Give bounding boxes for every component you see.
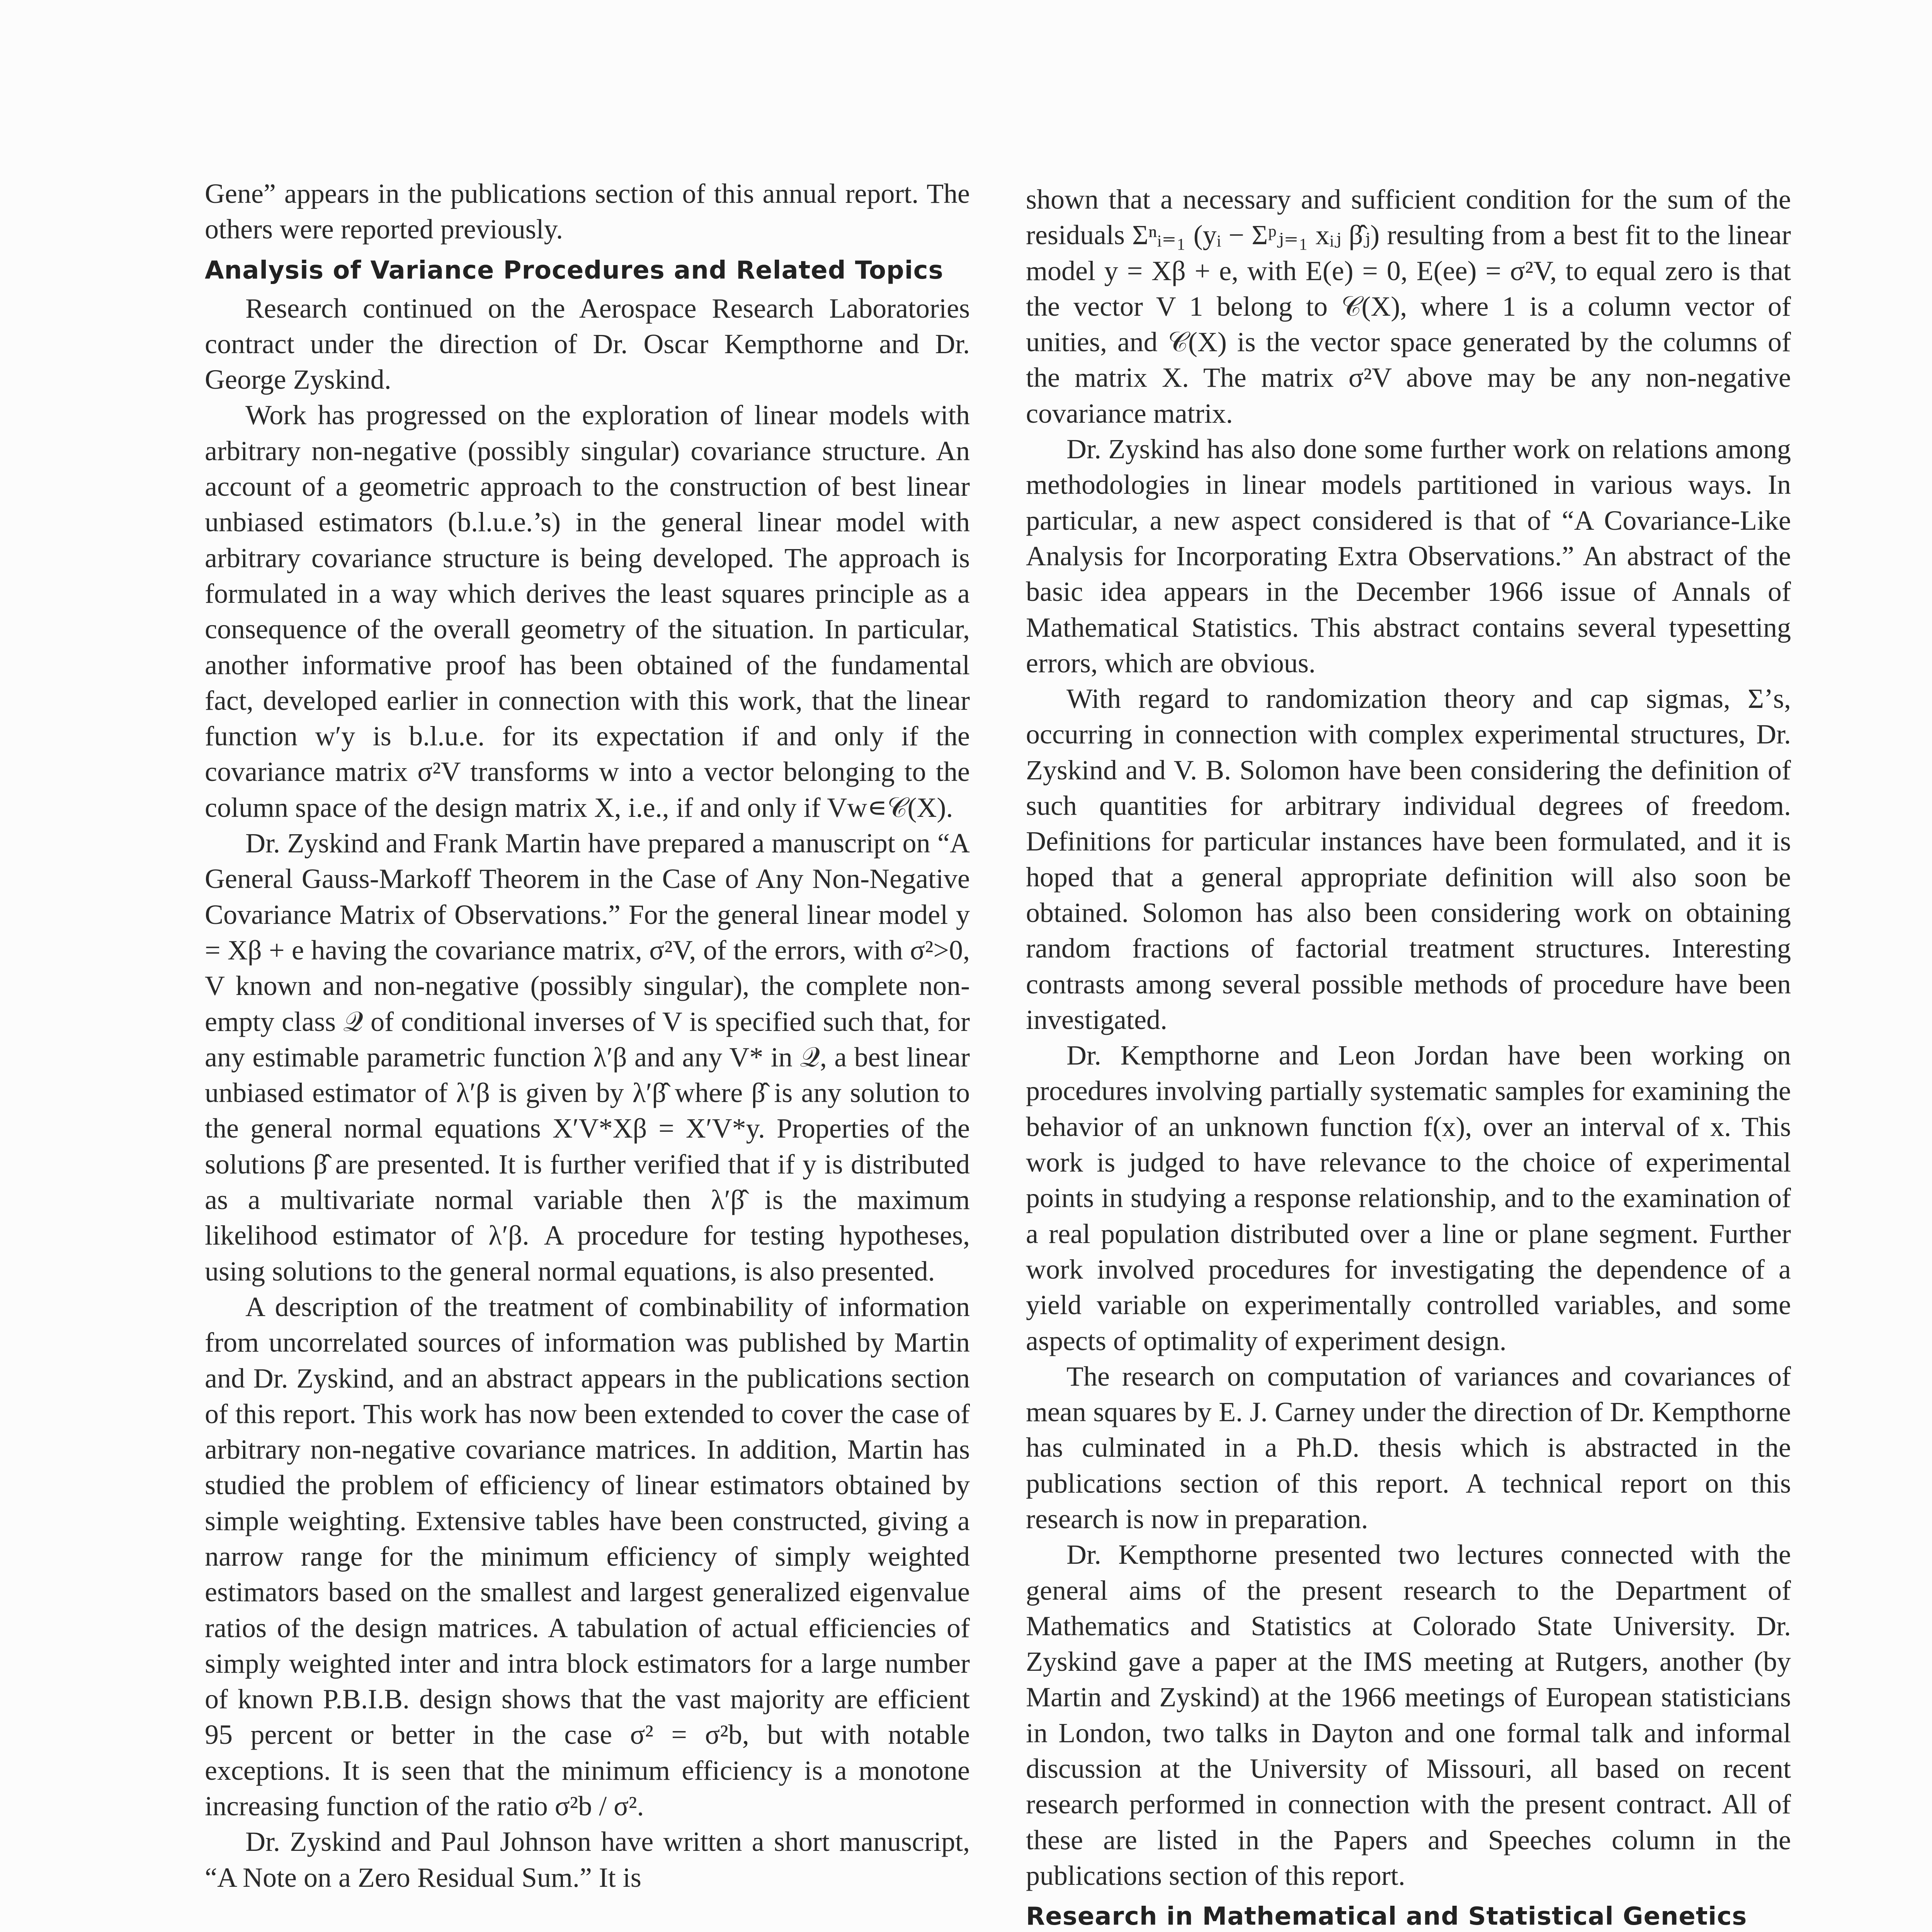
section-heading-mathematical-genetics: Research in Mathematical and Statistical Genetics xyxy=(1026,1902,1747,1931)
paragraph: Dr. Kempthorne and Leon Jordan have been working on procedures involving partially systematic samples for examining the behavior of an unknown function f(x), over an interval of x. This work is judged to have relevance to the choice of experimental points in studying a response relationship, and to the examination of a real population distributed over a line or plane segment. Further work involved procedures for investigating the dependence of a yield variable on experimentally controlled variables, and some aspects of optimality of experiment design. xyxy=(1026,1040,1791,1356)
paragraph: Work has progressed on the exploration of linear models with arbitrary non-negative (possibly singular) covariance structure. An account of a geometric approach to the construction of best linear unbiased estimators (b.l.u.e.’s) in the general linear model with arbitrary covariance structure is being developed. The approach is formulated in a way which derives the least squares principle as a consequence of the overall geometry of the situation. In particular, another informative proof has been obtained of the fundamental fact, developed earlier in connection with this work, that the linear function w′y is b.l.u.e. for its expectation if and only if the covariance matrix σ²V transforms w into a vector belonging to the column space of the design matrix X, i.e., if and only if Vw∊𝒞(X). xyxy=(205,400,970,823)
paragraph: Research continued on the Aerospace Research Laboratories contract under the direction of Dr. Oscar Kempthorne and Dr. George Zyskind. xyxy=(205,293,970,395)
paragraph-continued: shown that a necessary and sufficient condition for the sum of the residuals Σⁿᵢ₌₁ (yᵢ − Σᵖⱼ₌₁ xᵢⱼ β̂ⱼ) resulting from a best fit to the linear model y = Xβ + e, with E(e) = 0, E(ee) = σ²V, to equal zero is that the vector V 1 belong to 𝒞(X), where 1 is a column vector of unities, and 𝒞(X) is the vector space generated by the columns of the matrix X. The matrix σ²V above may be any non-negative covariance matrix. xyxy=(1026,184,1791,429)
right-column xyxy=(1026,182,1791,1932)
paragraph: Dr. Kempthorne presented two lectures connected with the general aims of the present research to the Department of Mathematics and Statistics at Colorado State University. Dr. Zyskind gave a paper at the IMS meeting at Rutgers, another (by Martin and Zyskind) at the 1966 meetings of European statisticians in London, two talks in Dayton and one formal talk and informal discussion at the University of Missouri, all based on recent research performed in connection with the present contract. All of these are listed in the Papers and Speeches column in the publications section of this report. xyxy=(1026,1539,1791,1891)
section-heading-analysis-of-variance: Analysis of Variance Procedures and Related Topics xyxy=(205,256,944,285)
paragraph-continued: Gene” appears in the publications section of this annual report. The others were reported previously. xyxy=(205,178,970,245)
left-column xyxy=(205,176,970,1895)
paragraph: Dr. Zyskind has also done some further work on relations among methodologies in linear models partitioned in various ways. In particular, a new aspect considered is that of “A Covariance-Like Analysis for Incorporating Extra Observations.” An abstract of the basic idea appears in the December 1966 issue of Annals of Mathematical Statistics. This abstract contains several typesetting errors, which are obvious. xyxy=(1026,434,1791,679)
paragraph: The research on computation of variances and covariances of mean squares by E. J. Carney under the direction of Dr. Kempthorne has culminated in a Ph.D. thesis which is abstracted in the publications section of this report. A technical report on this research is now in preparation. xyxy=(1026,1361,1791,1534)
paragraph: With regard to randomization theory and cap sigmas, Σ’s, occurring in connection with complex experimental structures, Dr. Zyskind and V. B. Solomon have been considering the definition of such quantities for arbitrary individual degrees of freedom. Definitions for particular instances have been formulated, and it is hoped that a general appropriate definition will also soon be obtained. Solomon has also been considering work on obtaining random fractions of factorial treatment structures. Interesting contrasts among several possible methods of procedure have been investigated. xyxy=(1026,683,1791,1035)
paragraph: A description of the treatment of combinability of information from uncorrelated sources of information was published by Martin and Dr. Zyskind, and an abstract appears in the publications section of this report. This work has now been extended to cover the case of arbitrary non-negative covariance matrices. In addition, Martin has studied the problem of efficiency of linear estimators obtained by simple weighting. Extensive tables have been constructed, giving a narrow range for the minimum efficiency of simply weighted estimators based on the smallest and largest generalized eigenvalue ratios of the design matrices. A tabulation of actual efficiencies of simply weighted inter and intra block estimators for a large number of known P.B.I.B. design shows that the vast majority are efficient 95 percent or better in the case σ² = σ²b, but with notable exceptions. It is seen that the minimum efficiency is a monotone increasing function of the ratio σ²b / σ². xyxy=(205,1291,970,1822)
paragraph: Dr. Zyskind and Frank Martin have prepared a manuscript on “A General Gauss-Markoff Theorem in the Case of Any Non-Negative Covariance Matrix of Observations.” For the general linear model y = Xβ + e having the covariance matrix, σ²V, of the errors, with σ²>0, V known and non-negative (possibly singular), the complete non-empty class 𝒬 of conditional inverses of V is specified such that, for any estimable parametric function λ′β and any V* in 𝒬, a best linear unbiased estimator of λ′β is given by λ′β̂ where β̂ is any solution to the general normal equations X′V*Xβ = X′V*y. Properties of the solutions β̂ are presented. It is further verified that if y is distributed as a multivariate normal variable then λ′β̂ is the maximum likelihood estimator of λ′β. A procedure for testing hypotheses, using solutions to the general normal equations, is also presented. xyxy=(205,828,970,1287)
paragraph: Dr. Zyskind and Paul Johnson have written a short manuscript, “A Note on a Zero Residual Sum.” It is xyxy=(205,1826,970,1893)
